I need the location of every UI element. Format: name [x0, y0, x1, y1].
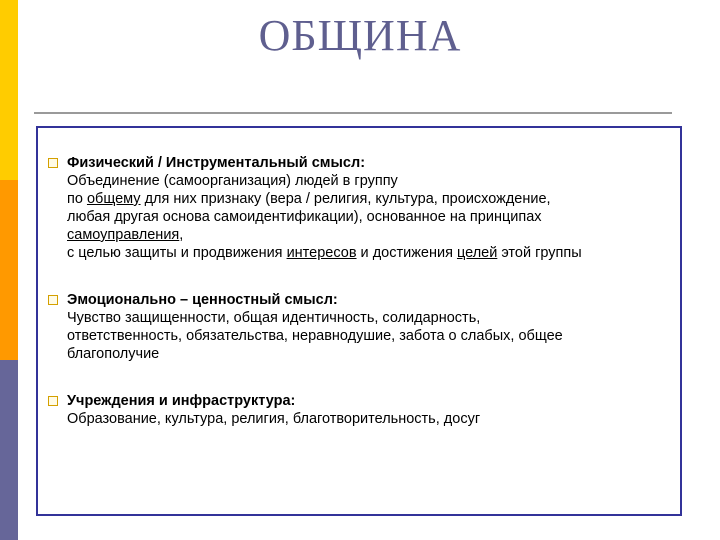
section-text-line: Чувство защищенности, общая идентичность, солидарность, [67, 310, 481, 326]
text-fragment: этой группы [497, 245, 582, 261]
left-stripe-purple [0, 360, 18, 540]
section-text-line [67, 244, 670, 262]
square-bullet-icon [48, 396, 58, 406]
section-text-line: любая другая основа самоидентификации), основанное на принципах [67, 209, 542, 225]
section-text-line: благополучие [67, 346, 160, 362]
text-fragment: по [67, 191, 87, 207]
section-text-line: Образование, культура, религия, благотворительность, досуг [67, 411, 481, 427]
section-heading: Физический / Инструментальный смысл: [67, 155, 366, 171]
section-text-line: Объединение (самоорганизация) людей в группу [67, 173, 398, 189]
bullet-physical-meaning [48, 154, 670, 262]
text-fragment: для них признаку (вера / религия, культура, происхождение, [140, 191, 551, 207]
link-samoupravleniya[interactable]: самоуправления [67, 227, 180, 243]
text-fragment: с целью защиты и продвижения [67, 245, 287, 261]
text-fragment: , [179, 227, 184, 243]
slide-title: ОБЩИНА [258, 11, 462, 60]
title-divider [34, 112, 672, 114]
link-tseley[interactable]: целей [456, 245, 498, 261]
section-text-line [67, 226, 670, 244]
section-heading: Учреждения и инфраструктура: [67, 393, 296, 409]
content-box [36, 126, 682, 516]
left-stripe-orange [0, 180, 18, 360]
section-text-line: ответственность, обязательства, неравнодушие, забота о слабых, общее [67, 328, 563, 344]
link-interesov[interactable]: интересов [286, 245, 357, 261]
section-heading: Эмоционально – ценностный смысл: [67, 292, 338, 308]
square-bullet-icon [48, 295, 58, 305]
link-obshchemu[interactable]: общему [86, 191, 141, 207]
bullet-institutions [48, 392, 670, 428]
square-bullet-icon [48, 158, 58, 168]
bullet-emotional-meaning [48, 291, 670, 363]
text-fragment: и достижения [356, 245, 457, 261]
section-text-line [67, 190, 670, 208]
